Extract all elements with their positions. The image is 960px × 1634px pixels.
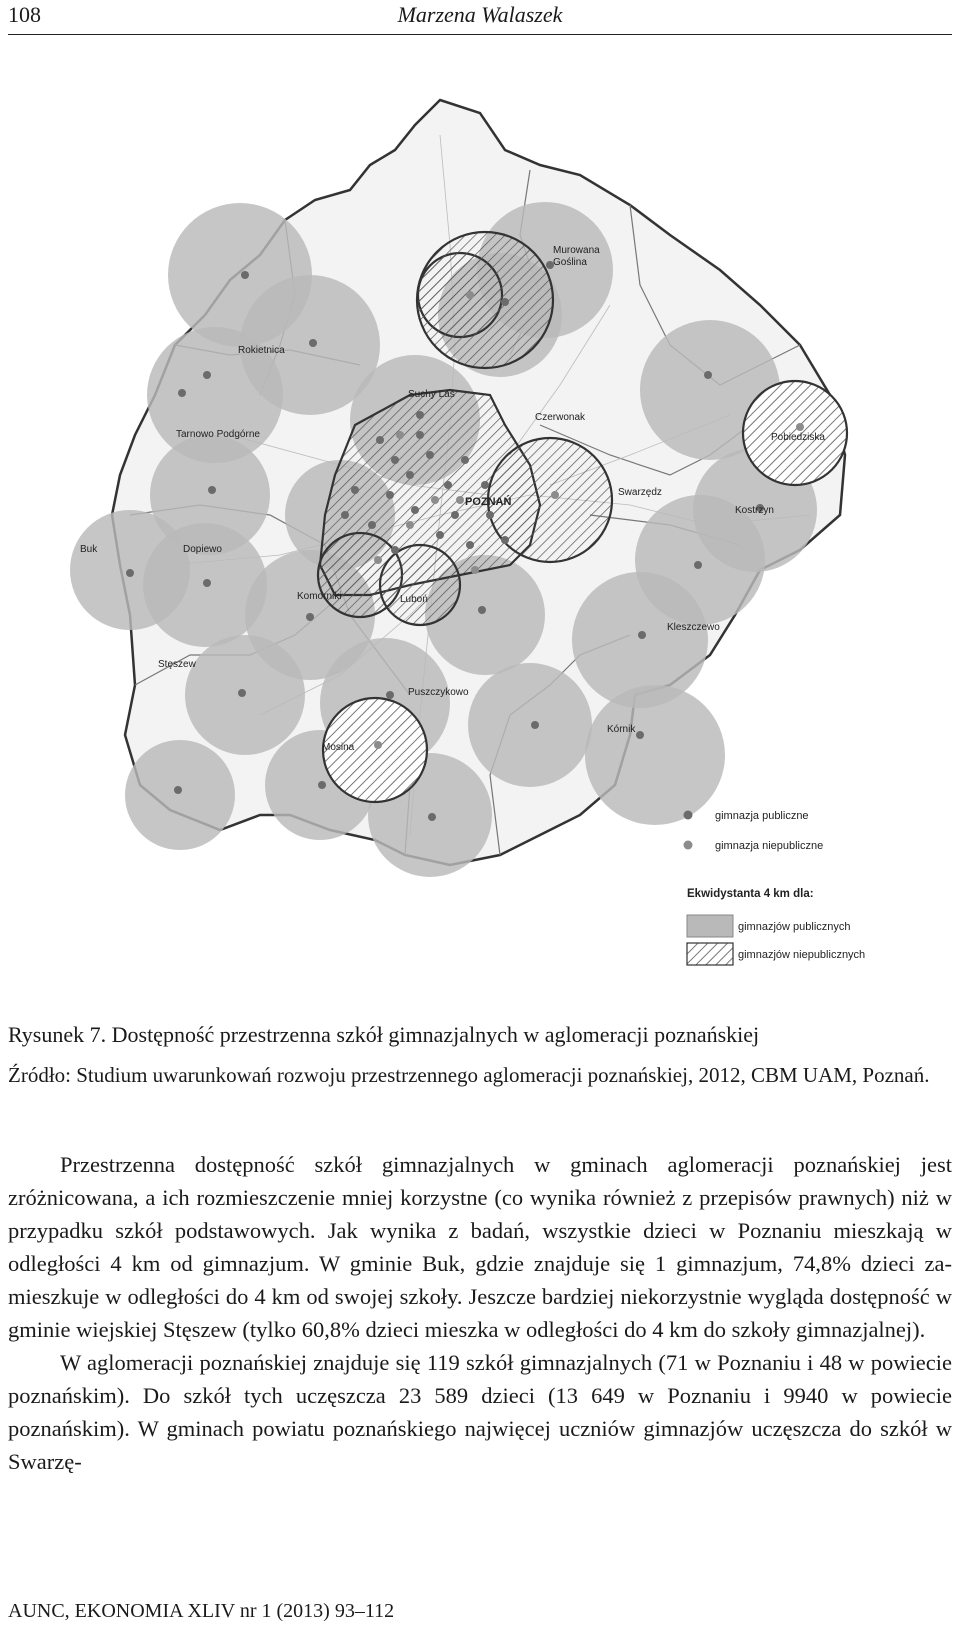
legend-public-schools: gimnazja publiczne — [715, 810, 809, 822]
legend-public-zone-swatch — [687, 915, 733, 937]
place-label-pobiedziska: Pobiedziska — [771, 432, 825, 443]
figure-caption: Rysunek 7. Dostępność przestrzenna szkół gimnazjalnych w aglomeracji poznańskiej — [8, 1022, 760, 1047]
agglomeration-map — [80, 95, 910, 975]
place-label-komorniki: Komorniki — [297, 591, 342, 602]
legend-equidistance-title: Ekwidystanta 4 km dla: — [687, 888, 814, 900]
place-label-mosina: Mosina — [322, 742, 355, 753]
legend-private-zone-swatch — [687, 943, 733, 965]
figure-source: Źródło: Studium uwarunkowań rozwoju przestrzennego aglomeracji poznańskiej, 2012, CBM UAM, Poznań. — [8, 1063, 930, 1087]
place-label-puszczykowo: Puszczykowo — [408, 687, 469, 698]
paragraph-2: W aglomeracji poznańskiej znajduje się 119 szkół gimnazjalnych (71 w Poznaniu i 48 w powiecie poznańskim). Do szkół tych uczęszcza 23 589 dzieci (13 649 w Poznaniu i 9940 w powiecie poznańskim). W gminach powiatu poznańskiego najwięcej uczniów gimnazjów uczęszcza do szkół w Swarzę- — [8, 1350, 952, 1474]
place-label-kostrzyn: Kostrzyn — [735, 505, 774, 516]
place-label-suchy-las: Suchy Las — [408, 389, 455, 400]
place-label-poznan: POZNAŃ — [465, 496, 512, 508]
running-head-author: Marzena Walaszek — [397, 2, 563, 27]
place-label-murowana-goslina: Murowana Goślina — [553, 245, 600, 268]
paragraph-1: Przestrzenna dostępność szkół gimnazjalnych w gminach aglomeracji poznańskiej jest zróżnicowana, a ich rozmieszczenie mniej korzystne (co wynika również z przepisów prawnych) niż w przypadku szkół podstawowych. Jak wynika z badań, wszystkie dzieci w Poznaniu mieszkają w odległości 4 km od gimnazjum. W gminie Buk, gdzie znajduje się 1 gimnazjum, 74,8% dzieci zamieszkuje w odległości do 4 km od swojej szkoły. Jeszcze bardziej niekorzystnie wygląda dostępność w gminie wiejskiej Stęszew (tylko 60,8% dzieci mieszka w odległości do 4 km do szkoły gimnazjalnej). — [8, 1152, 952, 1342]
legend-private-zone-label: gimnazjów niepublicznych — [738, 949, 866, 961]
place-label-czerwonak: Czerwonak — [535, 412, 586, 423]
legend-private-school-marker — [684, 841, 693, 850]
place-label-kornik: Kórnik — [607, 724, 636, 735]
journal-footer: AUNC, EKONOMIA XLIV nr 1 (2013) 93–112 — [8, 1600, 395, 1622]
place-label-swarzedz: Swarzędz — [618, 487, 662, 498]
body-text — [8, 1148, 952, 1478]
place-label-kleszczewo: Kleszczewo — [667, 622, 720, 633]
legend-public-zone-label: gimnazjów publicznych — [738, 921, 851, 933]
page-header — [8, 0, 952, 35]
place-label-buk: Buk — [80, 544, 98, 555]
place-label-dopiewo: Dopiewo — [183, 544, 222, 555]
place-label-rokietnica: Rokietnica — [238, 345, 285, 356]
place-label-lubon: Luboń — [400, 594, 428, 605]
legend-private-schools: gimnazja niepubliczne — [715, 840, 824, 852]
legend-public-school-marker — [684, 811, 693, 820]
place-label-tarnowo-podgorne: Tarnowo Podgórne — [176, 429, 260, 440]
place-label-steszew: Stęszew — [158, 659, 196, 670]
page-number: 108 — [8, 2, 41, 27]
map-legend — [684, 810, 866, 965]
